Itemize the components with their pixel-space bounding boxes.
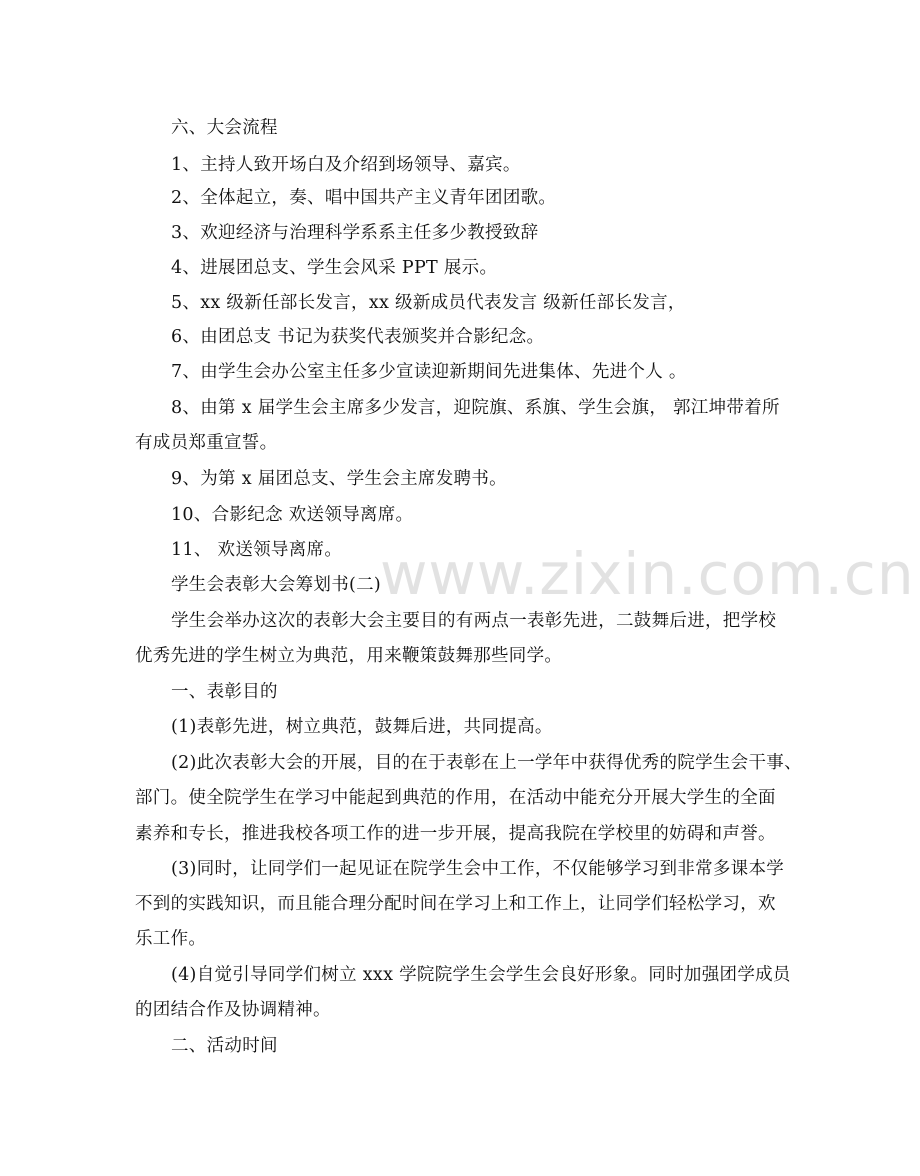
agenda-item-2: 2、全体起立，奏、唱中国共产主义青年团团歌。 <box>171 188 557 208</box>
purpose-item-3-line-3: 乐工作。 <box>135 929 207 949</box>
purpose-item-2-line-3: 素养和专长，推进我校各项工作的进一步开展，提高我院在学校里的妨碍和声誉。 <box>135 824 776 844</box>
purpose-item-1: (1)表彰先进，树立典范，鼓舞后进，共同提高。 <box>171 717 553 737</box>
agenda-item-6: 6、由团总支 书记为获奖代表颁奖并合影纪念。 <box>171 327 545 347</box>
agenda-item-1: 1、主持人致开场白及介绍到场领导、嘉宾。 <box>171 155 521 175</box>
agenda-item-10: 10、合影纪念 欢送领导离席。 <box>171 505 414 525</box>
agenda-item-11: 11、 欢送领导离席。 <box>171 540 343 560</box>
agenda-item-5: 5、xx 级新任部长发言，xx 级新成员代表发言 级新任部长发言， <box>171 293 686 313</box>
agenda-item-8-cont: 有成员郑重宣誓。 <box>135 433 278 453</box>
section-heading-time: 二、活动时间 <box>171 1036 278 1056</box>
agenda-item-3: 3、欢迎经济与治理科学系系主任多少教授致辞 <box>171 223 539 243</box>
intro-paragraph-line-1: 学生会举办这次的表彰大会主要目的有两点一表彰先进，二鼓舞后进，把学校 <box>171 611 777 631</box>
section-heading-purpose: 一、表彰目的 <box>171 682 278 702</box>
agenda-item-9: 9、为第 x 届团总支、学生会主席发聘书。 <box>171 469 507 489</box>
section-heading-agenda: 六、大会流程 <box>171 118 278 138</box>
agenda-item-4: 4、进展团总支、学生会风采 PPT 展示。 <box>171 258 498 278</box>
document-subtitle: 学生会表彰大会筹划书(二) <box>171 575 382 595</box>
purpose-item-4-line-2: 的团结合作及协调精神。 <box>135 1000 331 1020</box>
intro-paragraph-line-2: 优秀先进的学生树立为典范，用来鞭策鼓舞那些同学。 <box>135 646 563 666</box>
purpose-item-3-line-1: (3)同时，让同学们一起见证在院学生会中工作，不仅能够学习到非常多课本学 <box>171 859 785 879</box>
purpose-item-3-line-2: 不到的实践知识，而且能合理分配时间在学习上和工作上，让同学们轻松学习，欢 <box>135 894 776 914</box>
purpose-item-2-line-1: (2)此次表彰大会的开展，目的在于表彰在上一学年中获得优秀的院学生会干事、 <box>171 753 802 773</box>
agenda-item-8: 8、由第 x 届学生会主席多少发言，迎院旗、系旗、学生会旗， 郭江坤带着所 <box>171 398 780 418</box>
purpose-item-2-line-2: 部门。使全院学生在学习中能起到典范的作用，在活动中能充分开展大学生的全面 <box>135 788 776 808</box>
agenda-item-7: 7、由学生会办公室主任多少宣读迎新期间先进集体、先进个人 。 <box>171 362 687 382</box>
watermark: www.zixin.com.cn <box>380 540 915 608</box>
purpose-item-4-line-1: (4)自觉引导同学们树立 xxx 学院院学生会学生会良好形象。同时加强团学成员 <box>171 965 791 985</box>
